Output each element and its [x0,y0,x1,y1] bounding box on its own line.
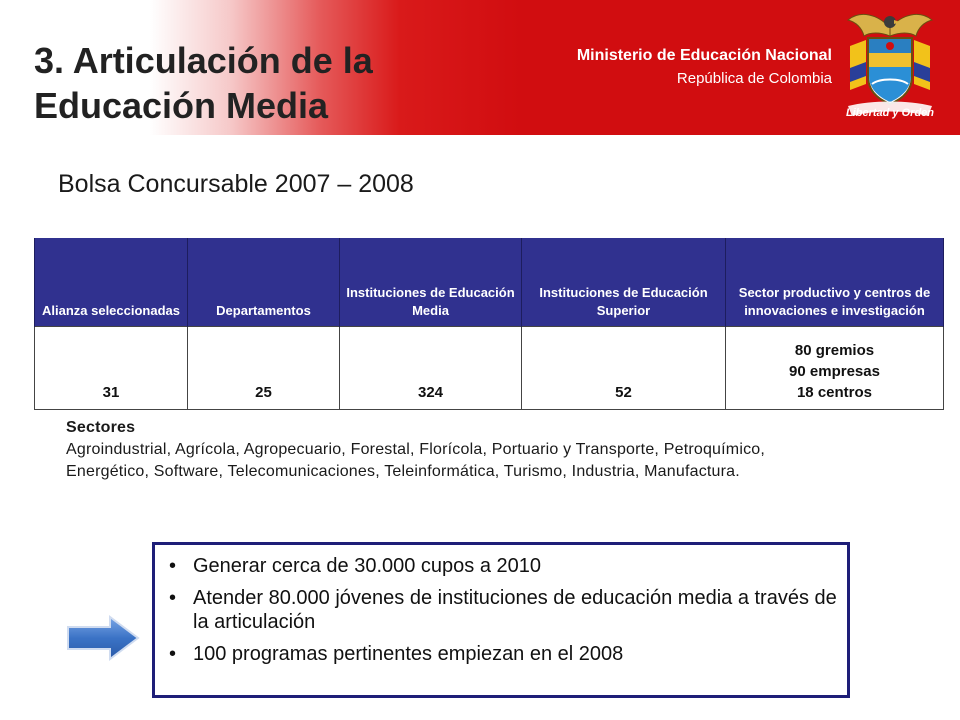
col-header-superior: Instituciones de Educación Superior [522,238,726,327]
goals-box [152,542,850,698]
table-header-row [35,238,944,327]
sector-line-empresas: 90 empresas [789,363,880,380]
col-header-alianzas: Alianza seleccionadas [35,238,188,327]
list-item: • Generar cerca de 30.000 cupos a 2010 [193,554,837,578]
subtitle: Bolsa Concursable 2007 – 2008 [58,170,414,198]
sectors-text: Agroindustrial, Agrícola, Agropecuario, Forestal, Florícola, Portuario y Transporte, Petroquímico, Energético, Software, Telecomunicaciones, Teleinformática, Turismo, Industria, Manufactura. [66,441,766,480]
title-line-1: 3. Articulación de la [34,40,373,81]
col-header-departamentos: Departamentos [188,238,340,327]
col-header-sector: Sector productivo y centros de innovaciones e investigación [726,238,944,327]
sectors-block [66,417,786,483]
cell-sector [726,327,944,410]
ministry-block [577,44,832,90]
slide-title [34,38,373,128]
title-line-2: Educación Media [34,85,329,126]
cell-media: 324 [340,327,522,410]
arrow-right-icon [66,615,140,661]
table-row [35,327,944,410]
republic-name: República de Colombia [676,70,832,87]
motto-text: Libertad y Orden [845,107,935,119]
ministry-name: Ministerio de Educación Nacional [576,47,832,64]
goals-list [155,545,847,666]
col-header-media: Instituciones de Educación Media [340,238,522,327]
sector-line-centros: 18 centros [796,384,873,401]
cell-alianzas: 31 [35,327,188,410]
alliances-table [34,238,944,410]
sector-line-gremios: 80 gremios [794,342,875,359]
cell-departamentos: 25 [188,327,340,410]
cell-superior: 52 [522,327,726,410]
list-item: • Atender 80.000 jóvenes de instituciones de educación media a través de la articulación [193,586,837,634]
sectors-title: Sectores [66,419,136,436]
list-item: • 100 programas pertinentes empiezan en el 2008 [193,642,837,666]
